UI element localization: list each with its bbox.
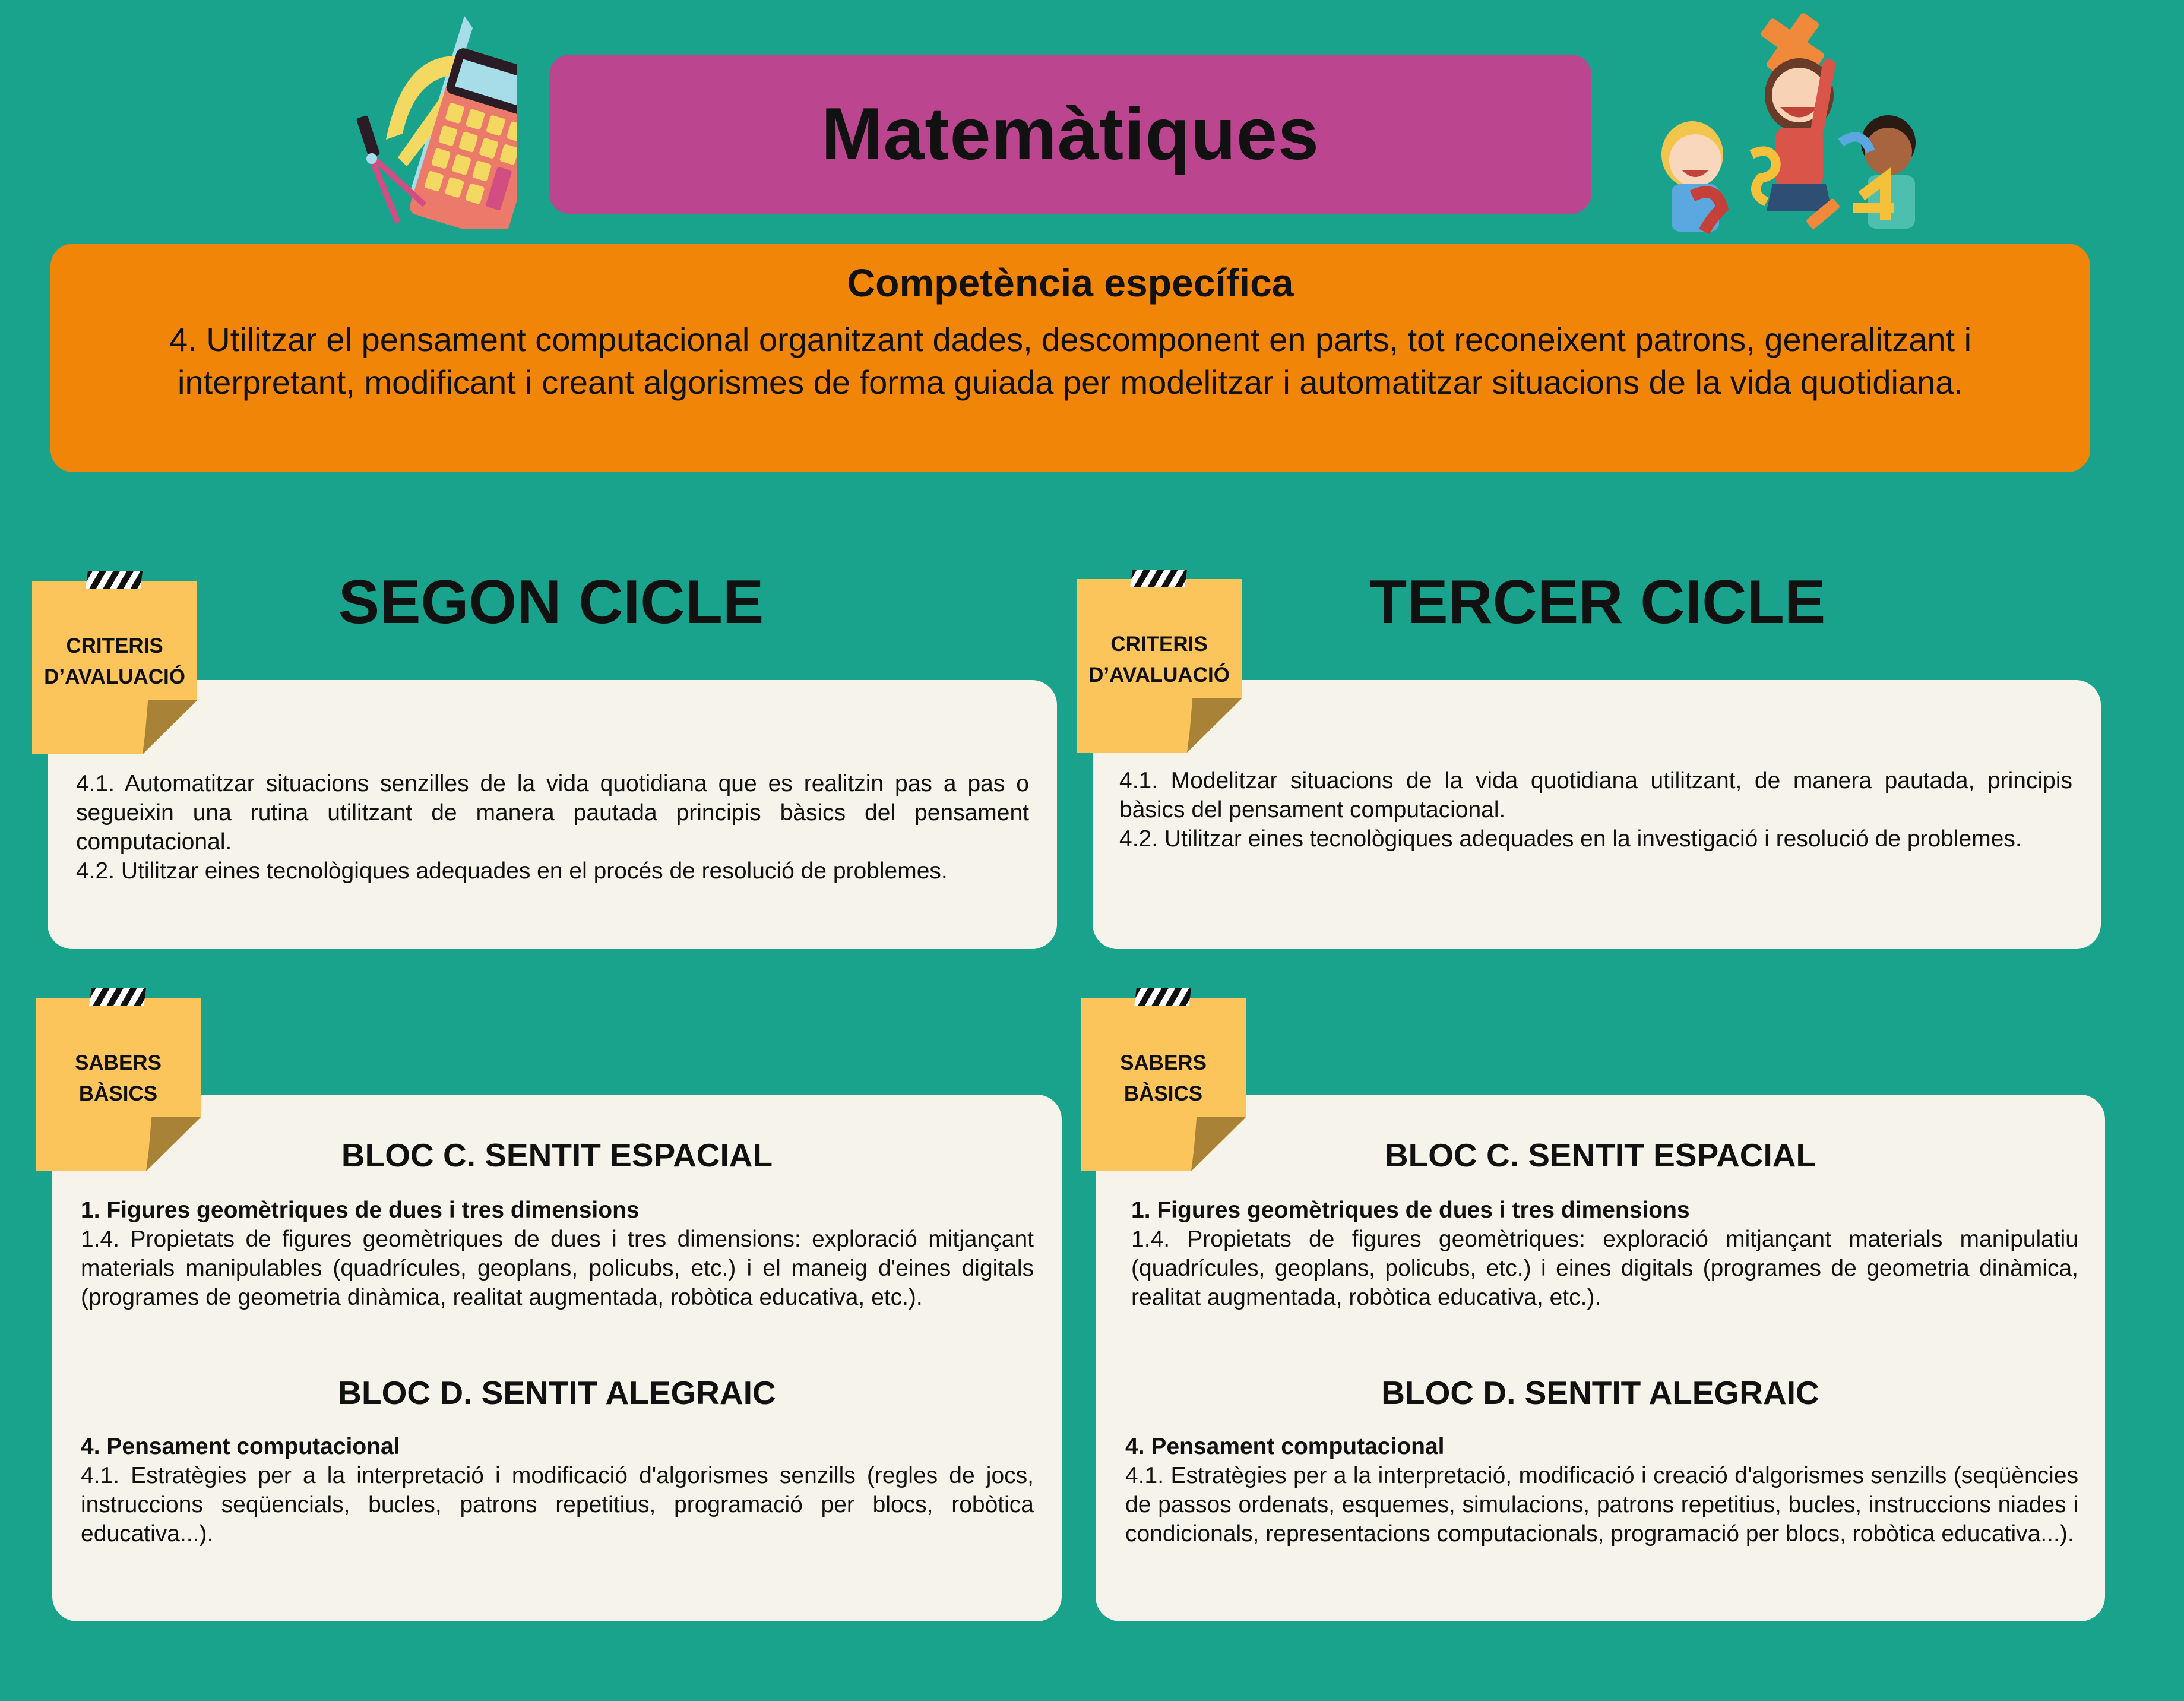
math-tools-icon bbox=[303, 15, 517, 229]
criteris-list-tercer bbox=[1119, 766, 2072, 853]
bloc-heading: BLOC C. SENTIT ESPACIAL bbox=[1384, 1137, 1816, 1174]
bloc-text: 4.1. Estratègies per a la interpretació i modificació d'algorismes senzills (regles de jocs, instruccions seqüencials, bucles, patrons repetitius, programació per blocs, robòtica educativa...). bbox=[81, 1463, 1034, 1547]
tape-decoration bbox=[1134, 988, 1191, 1006]
bloc-content bbox=[1125, 1432, 2078, 1548]
criteri-item: 4.1. Automatitzar situacions senzilles de la vida quotidiana que es realitzin pas a pas o segueixin una rutina utilitzant de manera pautada principis bàsics del pensament computacional. bbox=[76, 771, 1029, 855]
sticky-label: SABERS BÀSICS bbox=[75, 1051, 162, 1105]
criteris-card-tercer bbox=[1093, 680, 2101, 949]
sticky-note-criteris-segon bbox=[32, 581, 197, 754]
bloc-text: 4.1. Estratègies per a la interpretació, modificació i creació d'algorismes senzills (seqüències de passos ordenats, esquemes, simulacions, patrons repetitius, bucles, instruccions niades i condicionals, representacions computacionals, programació per blocs, robòtica educativa...). bbox=[1125, 1463, 2078, 1547]
criteris-list-segon bbox=[76, 769, 1029, 886]
bloc-text: 1.4. Propietats de figures geomètriques de dues i tres dimensions: exploració mitjançant materials manipulables (quadrícules, geoplans, policubs, etc.) i el maneig d'eines digitals (programes de geometria dinàmica, realitat augmentada, robòtica educativa, etc.). bbox=[81, 1226, 1034, 1310]
page-title: Matemàtiques bbox=[821, 93, 1319, 175]
bloc-heading: BLOC D. SENTIT ALEGRAIC bbox=[1381, 1374, 1819, 1411]
criteri-item: 4.2. Utilitzar eines tecnològiques adequades en el procés de resolució de problemes. bbox=[76, 858, 948, 884]
cycle-heading-segon: SEGON CICLE bbox=[338, 568, 764, 637]
tape-decoration bbox=[89, 988, 146, 1006]
bloc-heading: BLOC C. SENTIT ESPACIAL bbox=[341, 1137, 773, 1174]
tape-decoration bbox=[86, 571, 143, 589]
sticky-note-sabers-segon bbox=[36, 998, 201, 1171]
competencia-especifica-box bbox=[50, 244, 2090, 472]
criteris-card-segon bbox=[48, 680, 1057, 949]
criteri-item: 4.1. Modelitzar situacions de la vida quotidiana utilitzant, de manera pautada, principis bàsics del pensament computacional. bbox=[1119, 768, 2072, 823]
criteri-item: 4.2. Utilitzar eines tecnològiques adequades en la investigació i resolució de problemes. bbox=[1119, 826, 2022, 852]
bloc-content bbox=[1131, 1196, 2078, 1312]
sabers-card-segon bbox=[52, 1095, 1062, 1621]
sticky-label: CRITERIS D’AVALUACIÓ bbox=[1088, 633, 1230, 687]
title-banner bbox=[549, 55, 1591, 214]
sticky-label: CRITERIS D’AVALUACIÓ bbox=[44, 634, 185, 688]
children-with-numbers-illustration bbox=[1627, 6, 1936, 244]
bloc-subheading: 4. Pensament computacional bbox=[1125, 1434, 1445, 1459]
sticky-note-criteris-tercer bbox=[1077, 579, 1242, 753]
cycle-heading-tercer: TERCER CICLE bbox=[1369, 568, 1826, 637]
sticky-note-sabers-tercer bbox=[1081, 998, 1246, 1171]
bloc-text: 1.4. Propietats de figures geomètriques: exploració mitjançant materials manipulatiu (quadrícules, geoplans, policubs, etc.) i eines digitals (programes de geometria dinàmica, realitat augmentada, robòtica educativa, etc.). bbox=[1131, 1226, 2078, 1310]
bloc-heading: BLOC D. SENTIT ALEGRAIC bbox=[338, 1374, 776, 1411]
tape-decoration bbox=[1130, 570, 1187, 587]
bloc-subheading: 1. Figures geomètriques de dues i tres dimensions bbox=[1131, 1197, 1690, 1223]
competencia-title: Competència específica bbox=[847, 261, 1294, 305]
bloc-subheading: 4. Pensament computacional bbox=[81, 1434, 400, 1459]
sabers-card-tercer bbox=[1096, 1095, 2105, 1621]
bloc-content bbox=[81, 1432, 1034, 1548]
sticky-label: SABERS BÀSICS bbox=[1120, 1051, 1207, 1105]
bloc-content bbox=[81, 1196, 1034, 1312]
bloc-subheading: 1. Figures geomètriques de dues i tres dimensions bbox=[81, 1197, 640, 1223]
competencia-text: 4. Utilitzar el pensament computacional organitzant dades, descomponent en parts, tot reconeixent patrons, generalitzant i interpretant, modificant i creant algorismes de forma guiada per modelitzar i automatitzar situacions de la vida quotidiana. bbox=[169, 321, 1972, 401]
